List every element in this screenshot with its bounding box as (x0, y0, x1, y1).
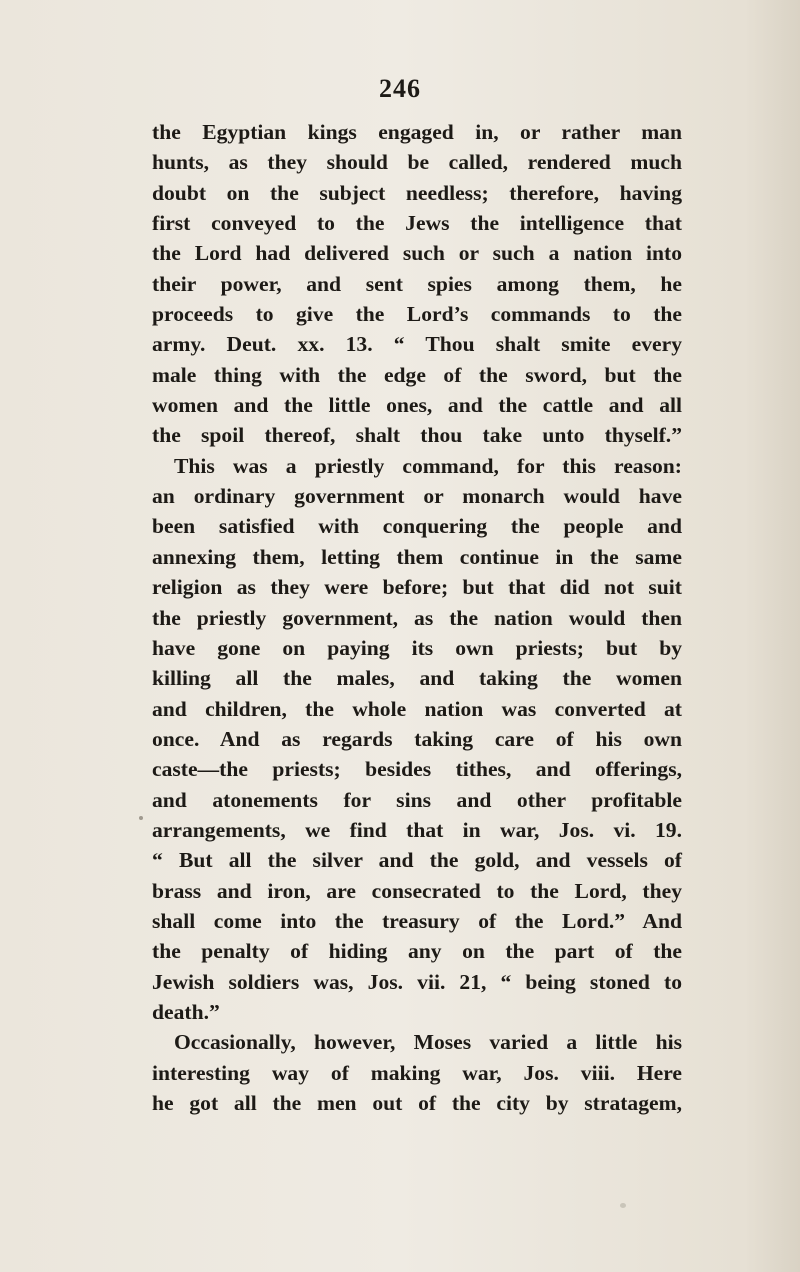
text-line-22: caste—the priests; besides tithes, and offerings, (152, 757, 682, 782)
text-line-32: interesting way of making war, Jos. viii. Here (152, 1060, 682, 1085)
page-number: 246 (379, 74, 421, 103)
text-line-17: the priestly government, as the nation would then (152, 605, 682, 630)
text-line-15: annexing them, letting them continue in the same (152, 544, 682, 569)
text-line-19: killing all the males, and taking the women (152, 666, 682, 691)
paper-speck (620, 1203, 626, 1208)
text-line-4: first conveyed to the Jews the intelligence that (152, 211, 682, 236)
text-line-18: have gone on paying its own priests; but by (152, 635, 682, 660)
text-line-27: shall come into the treasury of the Lord.” And (152, 908, 682, 933)
text-line-12: This was a priestly command, for this reason: (174, 453, 682, 478)
text-line-21: once. And as regards taking care of his own (152, 726, 682, 751)
text-line-28: the penalty of hiding any on the part of the (152, 939, 682, 964)
text-line-14: been satisfied with conquering the people and (152, 514, 682, 539)
text-line-2: hunts, as they should be called, rendered much (152, 150, 682, 175)
text-line-5: the Lord had delivered such or such a nation into (152, 241, 682, 266)
text-line-26: brass and iron, are consecrated to the Lord, they (152, 878, 682, 903)
text-line-11: the spoil thereof, shalt thou take unto thyself.” (152, 423, 682, 448)
text-line-10: women and the little ones, and the cattle and all (152, 393, 682, 418)
text-line-31: Occasionally, however, Moses varied a little his (174, 1030, 682, 1055)
text-line-33: he got all the men out of the city by stratagem, (152, 1091, 682, 1115)
text-line-9: male thing with the edge of the sword, but the (152, 362, 682, 387)
text-line-1: the Egyptian kings engaged in, or rather man (152, 120, 682, 144)
text-line-30: death.” (152, 999, 220, 1024)
body-text (152, 117, 682, 1118)
text-line-20: and children, the whole nation was converted at (152, 696, 682, 721)
text-line-16: religion as they were before; but that did not suit (152, 575, 682, 600)
text-line-13: an ordinary government or monarch would have (152, 484, 682, 509)
paper-speck (139, 816, 143, 820)
text-line-25: “ But all the silver and the gold, and vessels of (152, 848, 682, 873)
text-line-6: their power, and sent spies among them, he (152, 271, 682, 296)
text-line-8: army. Deut. xx. 13. “ Thou shalt smite every (152, 332, 682, 357)
text-line-7: proceeds to give the Lord’s commands to the (152, 302, 682, 327)
text-line-24: arrangements, we find that in war, Jos. vi. 19. (152, 817, 682, 842)
text-line-3: doubt on the subject needless; therefore, having (152, 180, 682, 205)
text-line-23: and atonements for sins and other profitable (152, 787, 682, 812)
text-line-29: Jewish soldiers was, Jos. vii. 21, “ being stoned to (152, 969, 682, 994)
